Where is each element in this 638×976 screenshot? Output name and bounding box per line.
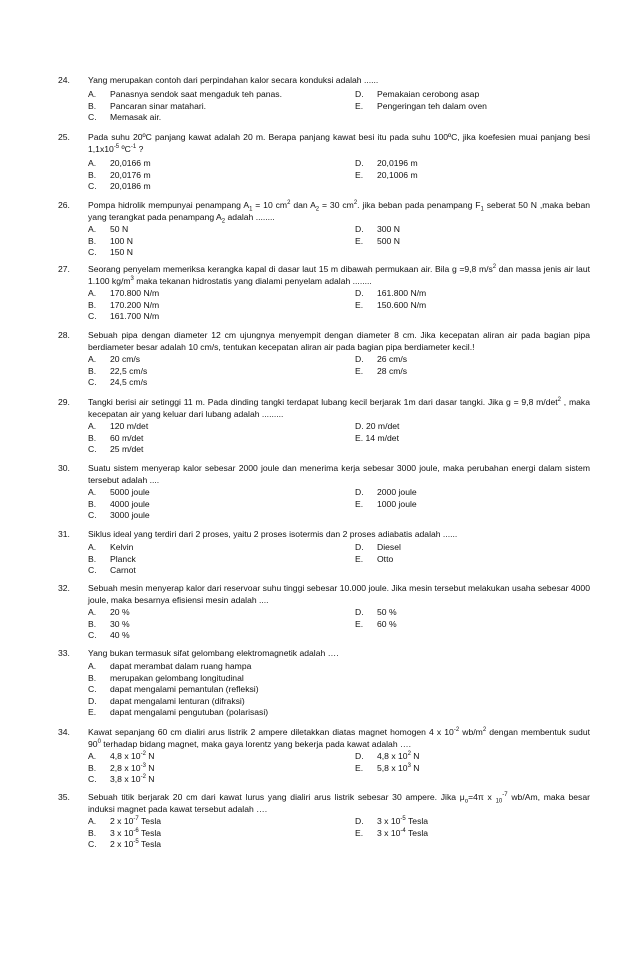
option-d: D. 2000 joule — [355, 487, 417, 497]
option-b: B. 170.200 N/m — [88, 299, 160, 310]
question-stem: Suatu sistem menyerap kalor sebesar 2000 joule dan menerima kerja sebesar 3000 joule, maka perubahan energi dalam sistem tersebut adalah .... — [88, 463, 590, 485]
option-d: D. 161.800 N/m — [355, 288, 427, 298]
option-c: C. 24,5 cm/s — [88, 377, 148, 388]
option-a: A. dapat merambat dalam ruang hampa — [88, 661, 252, 671]
option-c: C. 3,8 x $10^{-2}$ N — [88, 774, 155, 785]
option-b: B. 22,5 cm/s — [88, 365, 148, 376]
option-a: A. 2 x $10^{-7}$ Tesla — [88, 816, 162, 826]
option-b: B. merupakan gelombang longitudinal — [88, 672, 244, 683]
question-stem: Tangki berisi air setinggi 11 m. Pada dinding tangki terdapat lubang kecil berjarak 1m dari dasar tangki. Jika g = 9,8 $m/\det^2$ , maka kecepatan air yang keluar dari lubang adalah ......... — [88, 397, 590, 419]
question-stem: Pompa hidrolik mempunyai penampang $A_1 = 10$ $cm^2$ dan $A_2 = 30$ $cm^2$. jika beban pada penampang $F_1$ seberat 50 N ,maka beban yang terangkat pada penampang $A_2$ adalah ........ — [88, 200, 591, 225]
option-b: B. 30 % — [88, 618, 130, 629]
option-e: E. 150.600 N/m — [355, 299, 427, 310]
option-b: B. 2,8 x $10^{-3}$ N — [88, 762, 155, 773]
option-e: E. 28 cm/s — [355, 365, 408, 376]
option-a: A. Kelvin — [88, 542, 134, 552]
option-d: D. Pemakaian cerobong asap — [355, 89, 480, 99]
question-stem: Sebuah mesin menyerap kalor dari reservoar suhu tinggi sebesar 10.000 joule. Jika mesin tersebut melakukan usaha sebesar 4000 joule, maka besarnya efisiensi mesin adalah .... — [88, 583, 590, 605]
option-c: C. dapat mengalami pemantulan (refleksi) — [88, 684, 259, 695]
option-c: C. 150 N — [88, 247, 133, 258]
option-a: A. 170.800 N/m — [88, 288, 160, 298]
option-a: A. 20,0166 m — [88, 158, 151, 168]
option-b: B. 100 N — [88, 235, 133, 246]
option-d: D. 26 cm/s — [355, 354, 408, 364]
question-number: 33. — [58, 648, 70, 658]
question-stem: Kawat sepanjang 60 cm dialiri arus listrik 2 ampere diletakkan diatas magnet homogen 4 x $10^{-2}$ $wb/m^2$ dengan membentuk sudut $90^0$ terhadap bidang magnet, maka gaya lorentz yang bekerja pada kawat adalah …. — [88, 727, 591, 749]
option-c: C. Carnot — [88, 565, 136, 576]
option-e: E. 14 m/det — [355, 432, 399, 443]
option-a: A. 4,8 x $10^{-2}$ N — [88, 751, 155, 761]
option-b: B. 3 x $10^{-6}$ Tesla — [88, 827, 162, 838]
question-number: 29. — [58, 397, 70, 407]
question-number: 34. — [58, 727, 70, 737]
option-c: C. 2 x $10^{-5}$ Tesla — [88, 839, 162, 850]
option-a: A. 5000 joule — [88, 487, 150, 497]
question-number: 27. — [58, 264, 70, 274]
option-e: E. 3 x $10^{-4}$ Tesla — [355, 827, 429, 838]
question-stem: Sebuah pipa dengan diameter 12 cm ujungnya menyempit dengan diameter 8 cm. Jika kecepatan aliran air pada bagian pipa berdiameter besar adalah 10 cm/s, tentukan kecepatan aliran air pada bagian pipa berdiameter kecil.! — [88, 330, 590, 352]
option-a: A. Panasnya sendok saat mengaduk teh panas. — [88, 89, 282, 99]
option-c: C. 3000 joule — [88, 510, 150, 521]
option-b: B. 4000 joule — [88, 498, 150, 509]
option-d: D. 300 N — [355, 224, 400, 234]
option-a: A. 50 N — [88, 224, 129, 234]
question-number: 32. — [58, 583, 70, 593]
option-e: E. dapat mengalami pengutuban (polarisasi) — [88, 707, 269, 718]
option-b: B. Pancaran sinar matahari. — [88, 100, 207, 111]
option-a: A. 20 cm/s — [88, 354, 141, 364]
question-stem: Yang merupakan contoh dari perpindahan kalor secara konduksi adalah ...... — [88, 75, 379, 85]
option-b: B. Planck — [88, 553, 136, 564]
question-stem: Pada suhu 20ºC panjang kawat adalah 20 m. Berapa panjang kawat besi itu pada suhu 100ºC, jika koefesien muai panjang besi $1,1x10^{-5}$ ºC$^{-1}$ ? — [88, 132, 590, 154]
question-number: 26. — [58, 200, 70, 210]
question-number: 31. — [58, 529, 70, 539]
option-e: E. 1000 joule — [355, 498, 417, 509]
question-number: 35. — [58, 792, 70, 802]
question-stem: Seorang penyelam memeriksa kerangka kapal di dasar laut 15 m dibawah permukaan air. Bila g =9,8 $m/s^2$ dan massa jenis air laut 1.100 $kg/m^3$ maka tekanan hidrostatis yang dialami penyelam adalah ........ — [88, 264, 590, 286]
question-stem: Siklus ideal yang terdiri dari 2 proses, yaitu 2 proses isotermis dan 2 proses adiabatis adalah ...... — [88, 529, 458, 539]
question-number: 24. — [58, 75, 70, 85]
option-a: A. 20 % — [88, 607, 130, 617]
option-d: D. 4,8 x $10^2$ N — [355, 751, 420, 761]
option-e: E. 500 N — [355, 235, 400, 246]
option-e: E. Pengeringan teh dalam oven — [355, 100, 487, 111]
option-c: C. 40 % — [88, 630, 130, 641]
option-c: C. 25 m/det — [88, 444, 144, 455]
option-d: D. 20 m/det — [355, 421, 400, 431]
question-stem: Sebuah titik berjarak 20 cm dari kawat lurus yang dialiri arus listrik sebesar 30 ampere. Jika $\mu_o=4\pi$ x $_{10}^{-7}$ wb/Am, maka besar induksi magnet pada kawat tersebut adalah …. — [88, 792, 590, 814]
question-stem: Yang bukan termasuk sifat gelombang elektromagnetik adalah …. — [88, 648, 339, 658]
option-d: D. 20,0196 m — [355, 158, 418, 168]
option-e: E. Otto — [355, 553, 394, 564]
option-b: B. 60 m/det — [88, 432, 144, 443]
option-c: C. 20,0186 m — [88, 181, 151, 192]
option-d: D. dapat mengalami lenturan (difraksi) — [88, 695, 245, 706]
question-number: 28. — [58, 330, 70, 340]
option-e: E. 5,8 x $10^3$ N — [355, 762, 420, 773]
option-c: C. Memasak air. — [88, 112, 162, 123]
question-number: 30. — [58, 463, 70, 473]
option-c: C. 161.700 N/m — [88, 311, 160, 322]
option-d: D. Diesel — [355, 542, 401, 552]
option-d: D. 3 x $10^{-5}$ Tesla — [355, 816, 429, 826]
option-e: E. 60 % — [355, 618, 397, 629]
option-b: B. 20,0176 m — [88, 169, 151, 180]
option-d: D. 50 % — [355, 607, 397, 617]
option-a: A. 120 m/det — [88, 421, 149, 431]
question-number: 25. — [58, 132, 70, 142]
option-e: E. 20,1006 m — [355, 169, 418, 180]
